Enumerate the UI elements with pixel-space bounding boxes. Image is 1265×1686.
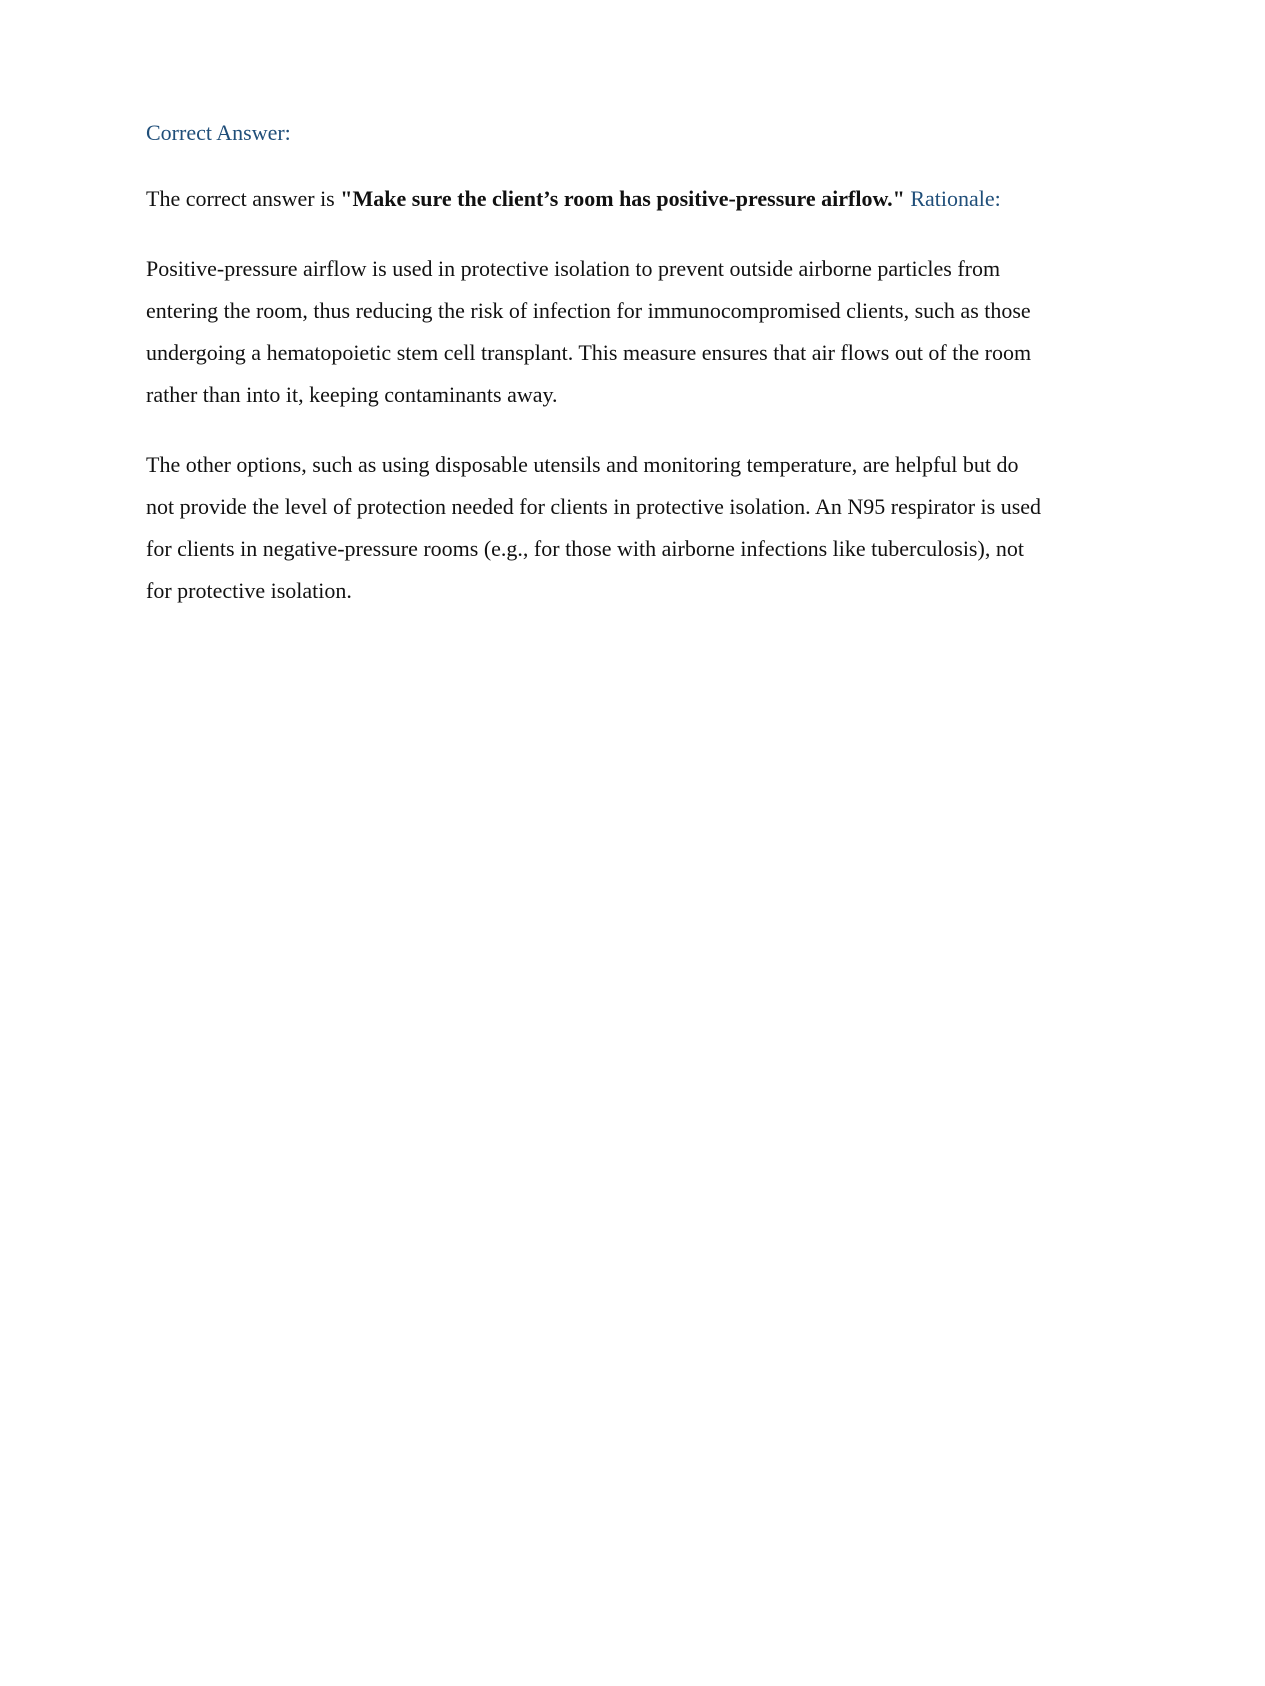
answer-text: "Make sure the client’s room has positive-pressure airflow." [340, 186, 905, 211]
document-content [146, 118, 1136, 640]
answer-prefix: The correct answer is [146, 186, 341, 211]
paragraph-line: not provide the level of protection needed for clients in protective isolation. An N95 respirator is used [146, 494, 1042, 519]
paragraph-line: for clients in negative-pressure rooms (e.g., for those with airborne infections like tuberculosis), not [146, 536, 1024, 561]
correct-answer-statement [146, 184, 1136, 214]
rationale-paragraph-1 [146, 248, 1136, 416]
paragraph-line: entering the room, thus reducing the risk of infection for immunocompromised clients, such as those [146, 298, 1031, 323]
paragraph-line: The other options, such as using disposable utensils and monitoring temperature, are helpful but do [146, 452, 1019, 477]
paragraph-line: rather than into it, keeping contaminants away. [146, 382, 558, 407]
paragraph-line: Positive-pressure airflow is used in protective isolation to prevent outside airborne particles from [146, 256, 1001, 281]
correct-answer-heading: Correct Answer: [146, 120, 291, 145]
paragraph-line: for protective isolation. [146, 578, 352, 603]
rationale-label: Rationale: [910, 186, 1001, 211]
paragraph-line: undergoing a hematopoietic stem cell transplant. This measure ensures that air flows out of the room [146, 340, 1032, 365]
rationale-paragraph-2 [146, 444, 1136, 612]
